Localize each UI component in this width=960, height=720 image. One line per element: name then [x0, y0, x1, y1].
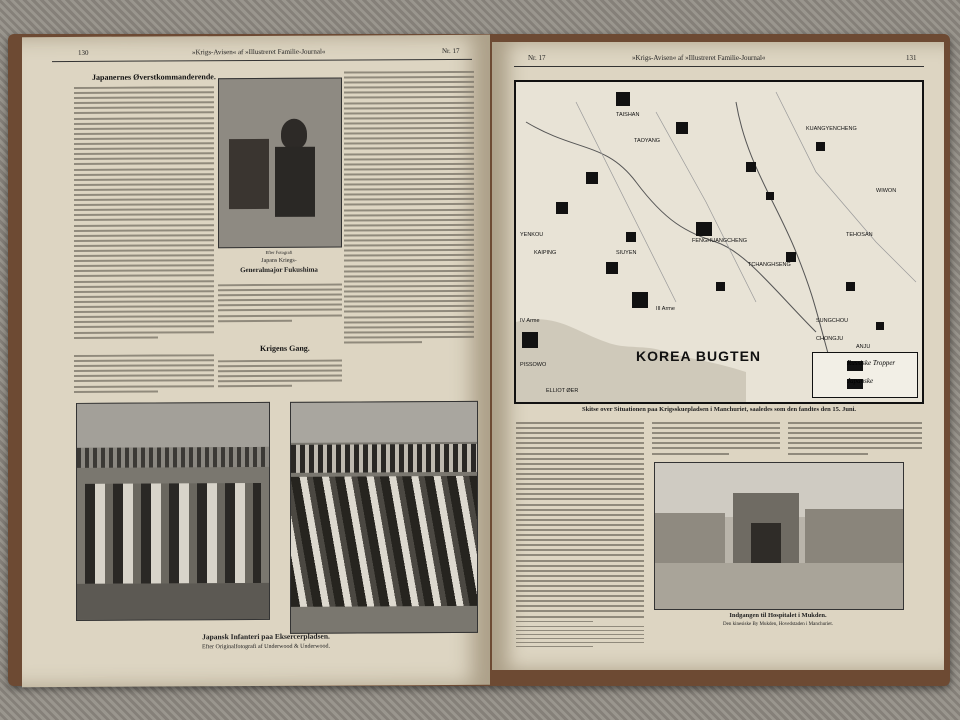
marker-japanese-7 — [816, 142, 825, 151]
map-label-chongju: CHONGJU — [816, 336, 844, 342]
infantry-photo-left — [76, 402, 270, 621]
portrait-figure-body — [275, 147, 315, 217]
article1-column2 — [344, 71, 474, 352]
marker-russian-4 — [556, 202, 568, 214]
marker-russian-3 — [586, 172, 598, 184]
article2-heading: Krigens Gang. — [260, 343, 310, 353]
right-page-number: 131 — [906, 54, 917, 62]
infantry-photo-subcaption: Efter Originalfotografi af Underwood & Underwood. — [202, 643, 330, 651]
left-issue-number: Nr. 17 — [442, 46, 460, 56]
infantry-photo-caption: Japansk Infanteri paa Eksercerpladsen. — [202, 631, 330, 642]
roads — [576, 92, 916, 302]
hospital-photo-caption: Indgangen til Hospitalet i Mukden. — [729, 612, 827, 619]
legend-russian-label: Russiske Tropper — [847, 359, 896, 367]
map-label-pissowo: PISSOWO — [520, 362, 547, 368]
portrait-photo — [218, 78, 342, 249]
soldier-row-front — [85, 483, 261, 584]
marker-japanese-2 — [626, 232, 636, 242]
right-column1 — [516, 422, 644, 622]
map-label-sungchou: SUNGCHOU — [816, 318, 849, 324]
soldier-column-back — [291, 444, 477, 473]
marker-japanese-10 — [766, 192, 774, 200]
marker-russian-2 — [676, 122, 688, 134]
article2-column2 — [218, 360, 342, 397]
map-label-tchanghseng: TCHANGHSENG — [748, 262, 791, 268]
right-column2-top — [652, 422, 780, 458]
portrait-caption-name: Japans Kriegs- — [261, 257, 297, 264]
map-label-tehosan: TEHOSAN — [846, 232, 873, 238]
soldier-column-front — [291, 476, 477, 607]
korea-map — [514, 80, 924, 404]
left-page — [22, 35, 490, 687]
right-page — [492, 42, 944, 670]
right-column3-top — [788, 422, 922, 458]
hospital-photo-subcaption: Den kinesiske By Mukden, Hovedstaden i Manchuriet. — [723, 622, 833, 627]
hospital-photo — [654, 462, 904, 610]
marker-japanese-11 — [876, 322, 884, 330]
map-label-fenghuangcheng: FENGHUANGCHENG — [692, 238, 748, 244]
map-label-wiwon: WIWON — [876, 188, 897, 194]
right-running-title: »Krigs-Avisen« af »Illustreret Familie-Journal« — [632, 54, 766, 62]
map-label-iv-army: IV Arme — [520, 318, 540, 324]
article1-column-bottom — [218, 284, 342, 335]
right-issue-number: Nr. 17 — [528, 54, 546, 62]
map-label-taishan: TAISHAN — [616, 112, 640, 118]
desk-shape — [229, 139, 269, 209]
sky-area-right — [291, 402, 477, 443]
map-label-kaiping: KAIPING — [534, 250, 557, 256]
infantry-photo-right — [290, 401, 478, 634]
hospital-gate-opening — [751, 523, 781, 563]
map-label-yenkou: YENKOU — [520, 232, 544, 238]
marker-japanese-4 — [632, 292, 648, 308]
marker-japanese-9 — [716, 282, 725, 291]
map-label-anju: ANJU — [856, 344, 871, 350]
map-legend — [812, 352, 918, 398]
map-label-elliot: ELLIOT ØER — [546, 388, 579, 394]
marker-japanese-3 — [606, 262, 618, 274]
legend-japanese-label: Japanske — [847, 377, 874, 385]
ground — [77, 583, 269, 620]
article1-heading: Japanernes Øverstkommanderende. — [92, 72, 216, 82]
hospital-wall-right — [805, 509, 903, 563]
marker-japanese-5 — [746, 162, 756, 172]
river-liao — [526, 122, 816, 332]
soldier-row-distant — [77, 447, 269, 468]
left-page-number: 130 — [78, 48, 89, 57]
marker-japanese-8 — [846, 282, 855, 291]
article2-column1 — [74, 354, 214, 397]
sky-area — [77, 403, 269, 448]
portrait-caption-title: Generalmajor Fukushima — [240, 265, 318, 275]
map-title-korea-bugten: KOREA BUGTEN — [636, 348, 762, 364]
right-page-header — [492, 52, 944, 66]
map-label-taoyang: TAOYANG — [634, 138, 661, 144]
map-caption: Skitse over Situationen paa Krigsskuepladsen i Manchuriet, saaledes som den fandtes den 15. Juni. — [582, 406, 856, 413]
marker-russian-1 — [616, 92, 630, 106]
marker-japanese-1 — [696, 222, 712, 236]
marker-iv-army — [522, 332, 538, 348]
hospital-wall-left — [655, 513, 725, 563]
article1-column1 — [74, 86, 214, 345]
hospital-ground — [655, 563, 903, 609]
marker-japanese-6 — [786, 252, 796, 262]
portrait-figure-head — [281, 119, 307, 149]
right-footnotes — [516, 626, 644, 656]
map-label-iii-army: III Arme — [656, 306, 675, 312]
map-label-siuyen: SIUYEN — [616, 250, 637, 256]
map-label-kuangyencheng: KUANGYENCHENG — [806, 126, 857, 132]
portrait-credit: Efter Fotografi — [265, 249, 293, 255]
right-header-rule — [514, 66, 924, 67]
left-running-title: »Krigs-Avisen« af »Illustreret Familie-Journal« — [192, 47, 326, 57]
